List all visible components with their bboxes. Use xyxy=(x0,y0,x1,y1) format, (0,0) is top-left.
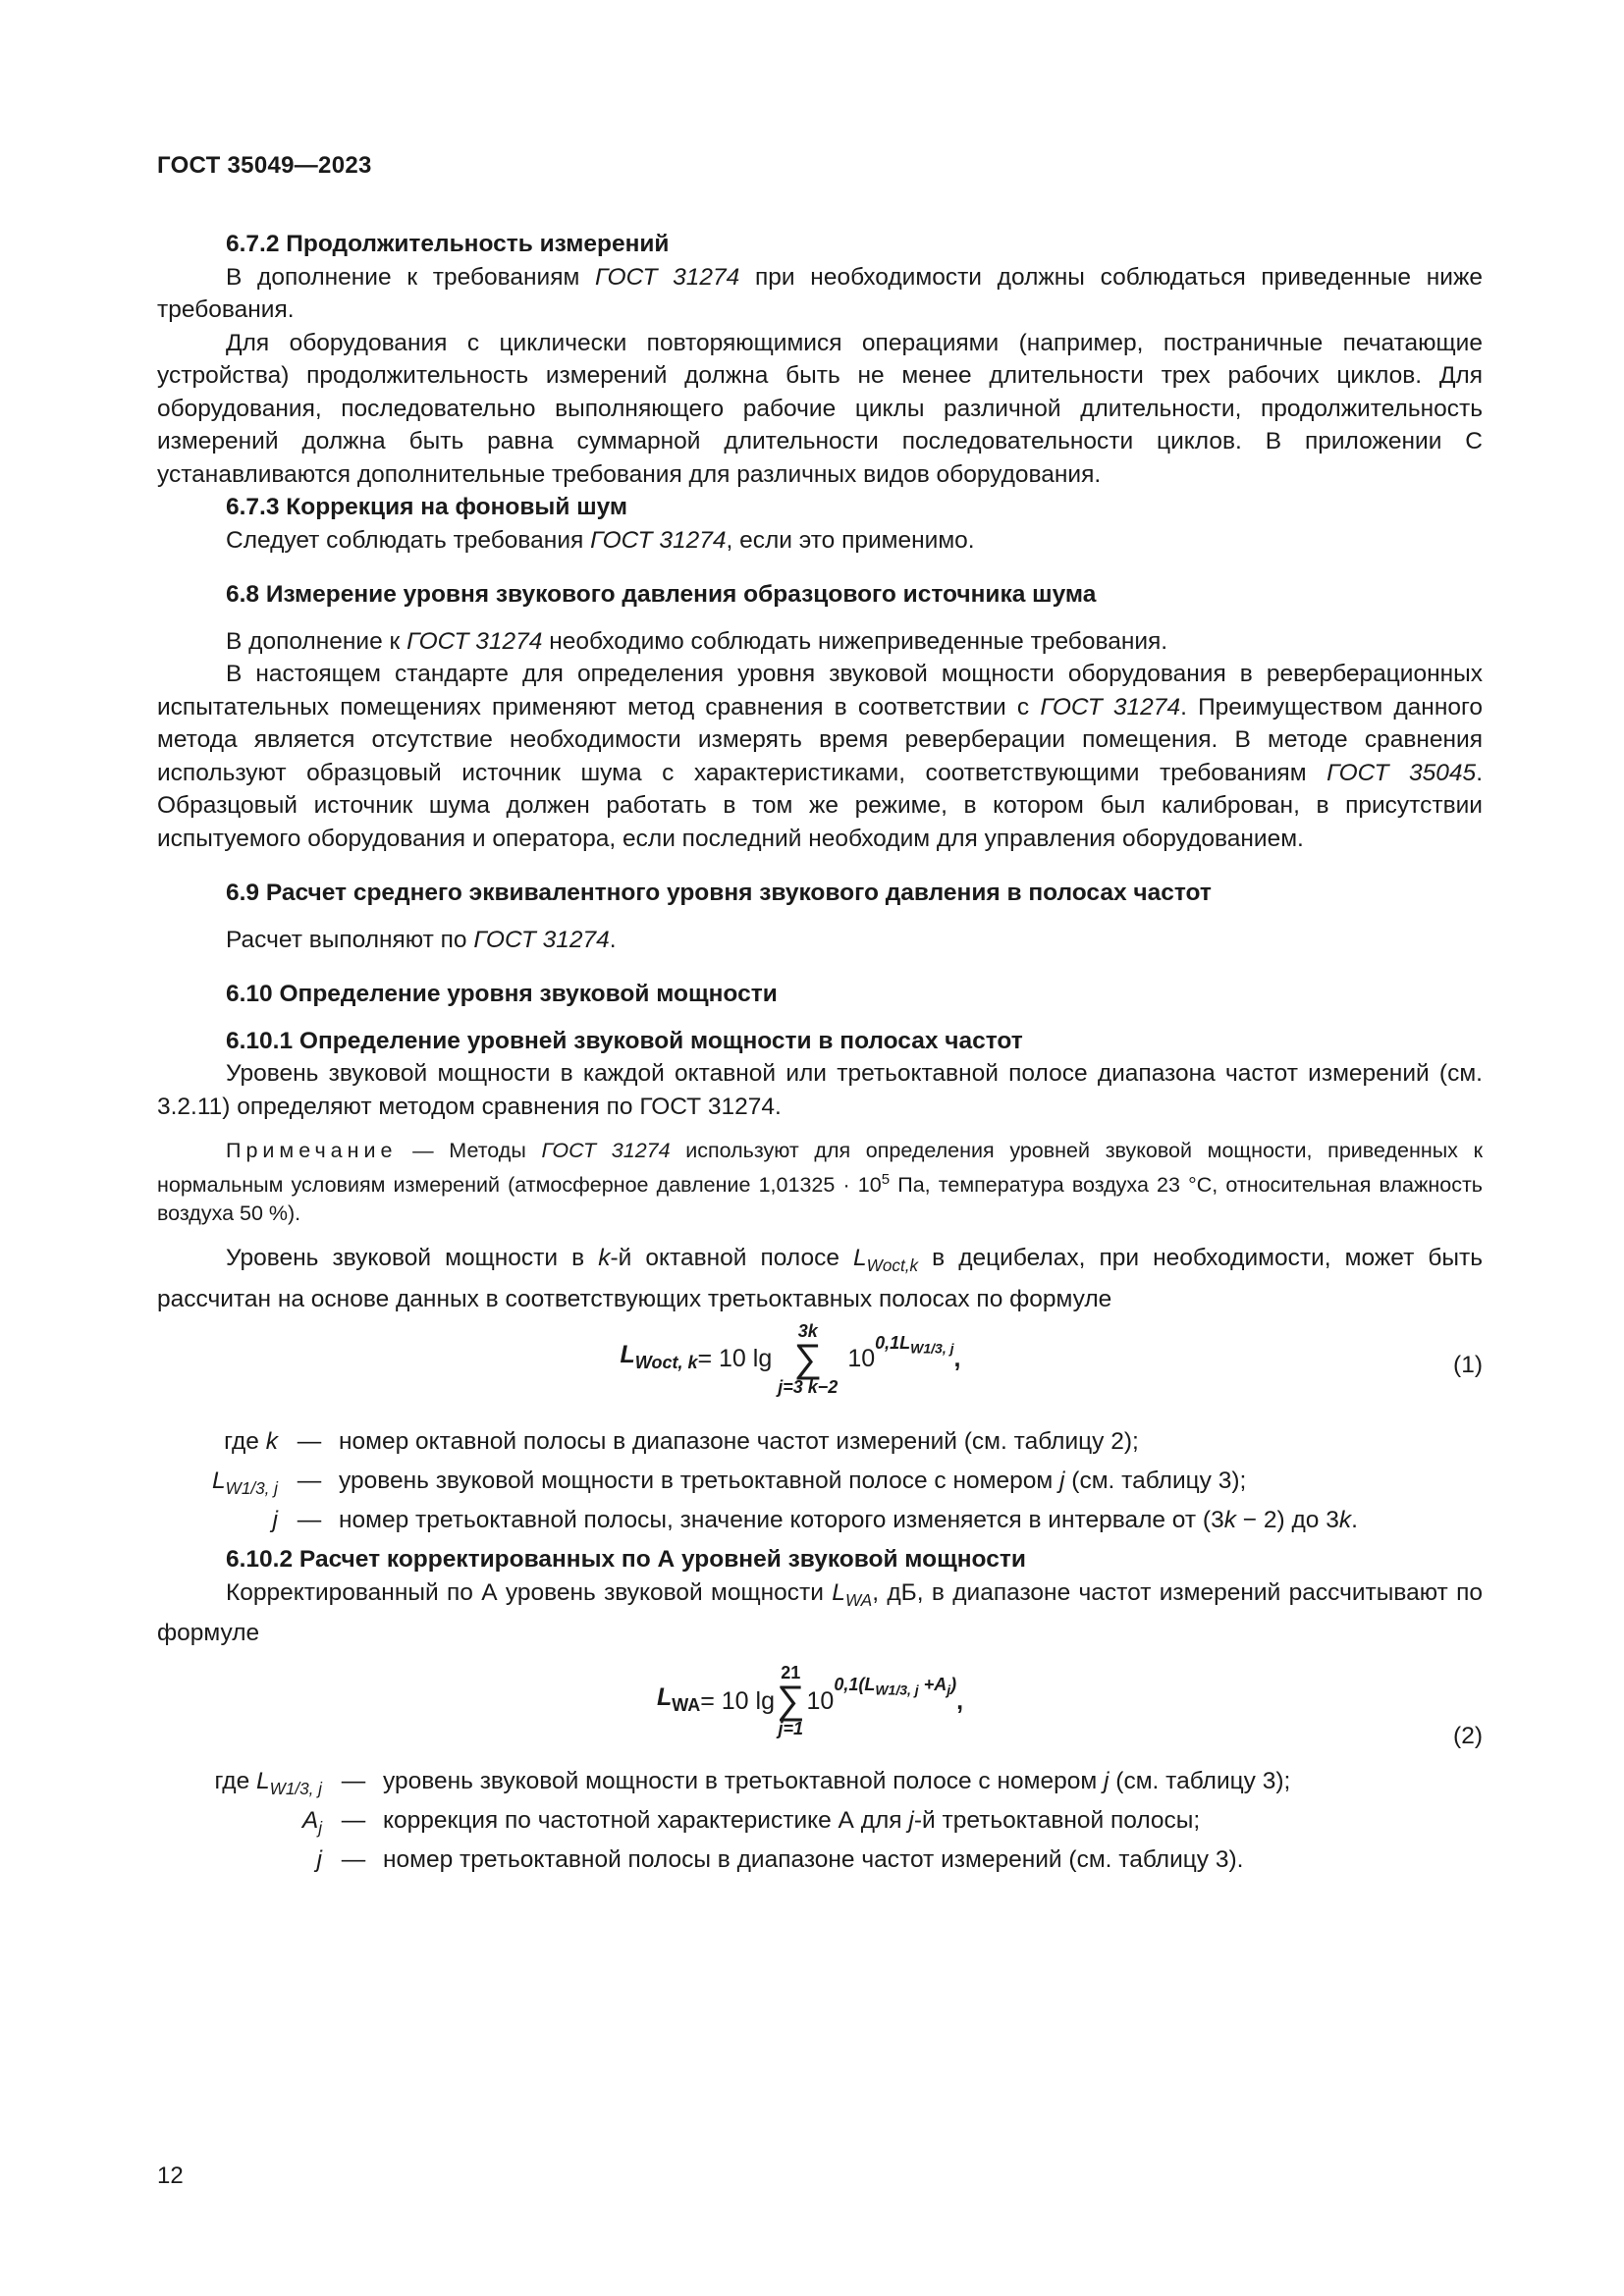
paragraph: Уровень звуковой мощности в каждой октавной или третьоктавной полосе диапазона частот измерений (см. 3.2.11) определяют методом сравнения по ГОСТ 31274. xyxy=(157,1060,1483,1120)
standard-ref: ГОСТ 31274 xyxy=(590,526,727,554)
document-code: ГОСТ 35049—2023 xyxy=(157,152,372,179)
where-item: $A_j$ — коррекция по частотной характеристике А для j-й третьоктавной полосы; xyxy=(301,1807,1201,1839)
heading-6-10-2: 6.10.2 Расчет корректированных по А уровней звуковой мощности xyxy=(226,1546,1026,1574)
formula-lhs: $L_{Woct, k}$ xyxy=(620,1341,698,1373)
note: Примечание — Методы ГОСТ 31274 используют для определения уровней звуковой мощности, приведенных к нормальным условиям измерений (атмосферное давление $1,01325 \cdot 10^5$ Па, температура воздуха 23 °С, относительная влажность воздуха 50 %). xyxy=(157,1139,1483,1226)
paragraph: В настоящем стандарте для определения уровня звуковой мощности оборудования в реверберационных испытательных помещениях применяют метод сравнения в соответствии с ГОСТ 31274. Преимуществом данного метода является отсутствие необходимости измерять время реверберации помещения. В методе сравнения используют образцовый источник шума с характеристиками, соответствующими требованиям ГОСТ 35045. Образцовый источник шума должен работать в том же режиме, в котором был калиброван, в присутствии испытуемого оборудования и оператора, если последний необходим для управления оборудованием. xyxy=(157,661,1484,852)
standard-ref: ГОСТ 35045 xyxy=(1326,759,1477,786)
paragraph: Следует соблюдать требования ГОСТ 31274, если это применимо. xyxy=(226,526,975,554)
where-list-1 xyxy=(157,1425,1483,1543)
formula-lhs: $L_{WA}$ xyxy=(656,1682,701,1715)
standard-ref: ГОСТ 31274 xyxy=(1040,693,1181,721)
page-number: 12 xyxy=(157,2163,184,2189)
where-list-2 xyxy=(157,1765,1483,1883)
sum-operator: 21 ∑ j=1 xyxy=(776,1663,805,1739)
paragraph: Корректированный по А уровень звуковой мощности $L_{WA}$, дБ, в диапазоне частот измерений рассчитывают по формуле xyxy=(157,1578,1484,1646)
heading-6-10: 6.10 Определение уровня звуковой мощности xyxy=(226,981,778,1007)
heading-6-8: 6.8 Измерение уровня звукового давления образцового источника шума xyxy=(226,581,1097,608)
page-content xyxy=(157,228,1483,1883)
formula-2: $L_{WA}$ = 10 lg 21 ∑ j=1 10 $^{0,1(L_{W1/3, j} +A_j)}$ , (2) xyxy=(157,1649,1483,1765)
paragraph: В дополнение к ГОСТ 31274 необходимо соблюдать нижеприведенные требования. xyxy=(226,627,1168,655)
heading-6-7-3: 6.7.3 Коррекция на фоновый шум xyxy=(226,494,628,520)
where-item: j — номер третьоктавной полосы, значение которого изменяется в интервале от (3k − 2) до 3k. xyxy=(272,1507,1358,1534)
formula-1: $L_{Woct, k}$ = 10 lg 3k ∑ j=3 k−2 10 $^{0,1L_{W1/3, j}}$ , (1) xyxy=(620,1321,1483,1398)
paragraph: Для оборудования с циклически повторяющимися операциями (например, постраничные печатающие устройства) продолжительность измерений должна быть не менее длительности трех рабочих циклов. Для оборудования, последовательно выполняющего рабочие циклы различной длительности, продолжительность измерений должна быть равна суммарной длительности последовательности циклов. В приложении С устанавливаются дополнительные требования для различных видов оборудования. xyxy=(157,329,1483,488)
equation-number: (2) xyxy=(1453,1723,1483,1750)
where-item: j — номер третьоктавной полосы в диапазоне частот измерений (см. таблицу 3). xyxy=(316,1846,1244,1874)
standard-ref: ГОСТ 31274 xyxy=(473,926,610,953)
paragraph: Уровень звуковой мощности в k-й октавной полосе $L_{Woct,k}$ в децибелах, при необходимости, может быть рассчитан на основе данных в соответствующих третьоктавных полосах по формуле xyxy=(157,1245,1483,1312)
standard-ref: ГОСТ 31274 xyxy=(406,627,543,655)
heading-6-7-2: 6.7.2 Продолжительность измерений xyxy=(226,231,670,257)
where-item: где $L_{W1/3, j}$ — уровень звуковой мощности в третьоктавной полосе с номером j (см. таблицу 3); xyxy=(214,1768,1291,1799)
paragraph: В дополнение к требованиям ГОСТ 31274 при необходимости должны соблюдаться приведенные ниже требования. xyxy=(157,263,1483,323)
where-item: $L_{W1/3, j}$ — уровень звуковой мощности в третьоктавной полосе с номером j (см. таблицу 3); xyxy=(212,1468,1247,1498)
where-item: где k — номер октавной полосы в диапазоне частот измерений (см. таблицу 2); xyxy=(224,1428,1139,1456)
equation-number: (1) xyxy=(1453,1352,1483,1379)
heading-6-10-1: 6.10.1 Определение уровней звуковой мощности в полосах частот xyxy=(226,1027,1023,1054)
standard-ref: ГОСТ 31274 xyxy=(595,263,740,291)
sum-operator: 3k ∑ j=3 k−2 xyxy=(778,1321,839,1398)
heading-6-9: 6.9 Расчет среднего эквивалентного уровня звукового давления в полосах частот xyxy=(226,880,1212,906)
paragraph: Расчет выполняют по ГОСТ 31274. xyxy=(226,926,617,953)
